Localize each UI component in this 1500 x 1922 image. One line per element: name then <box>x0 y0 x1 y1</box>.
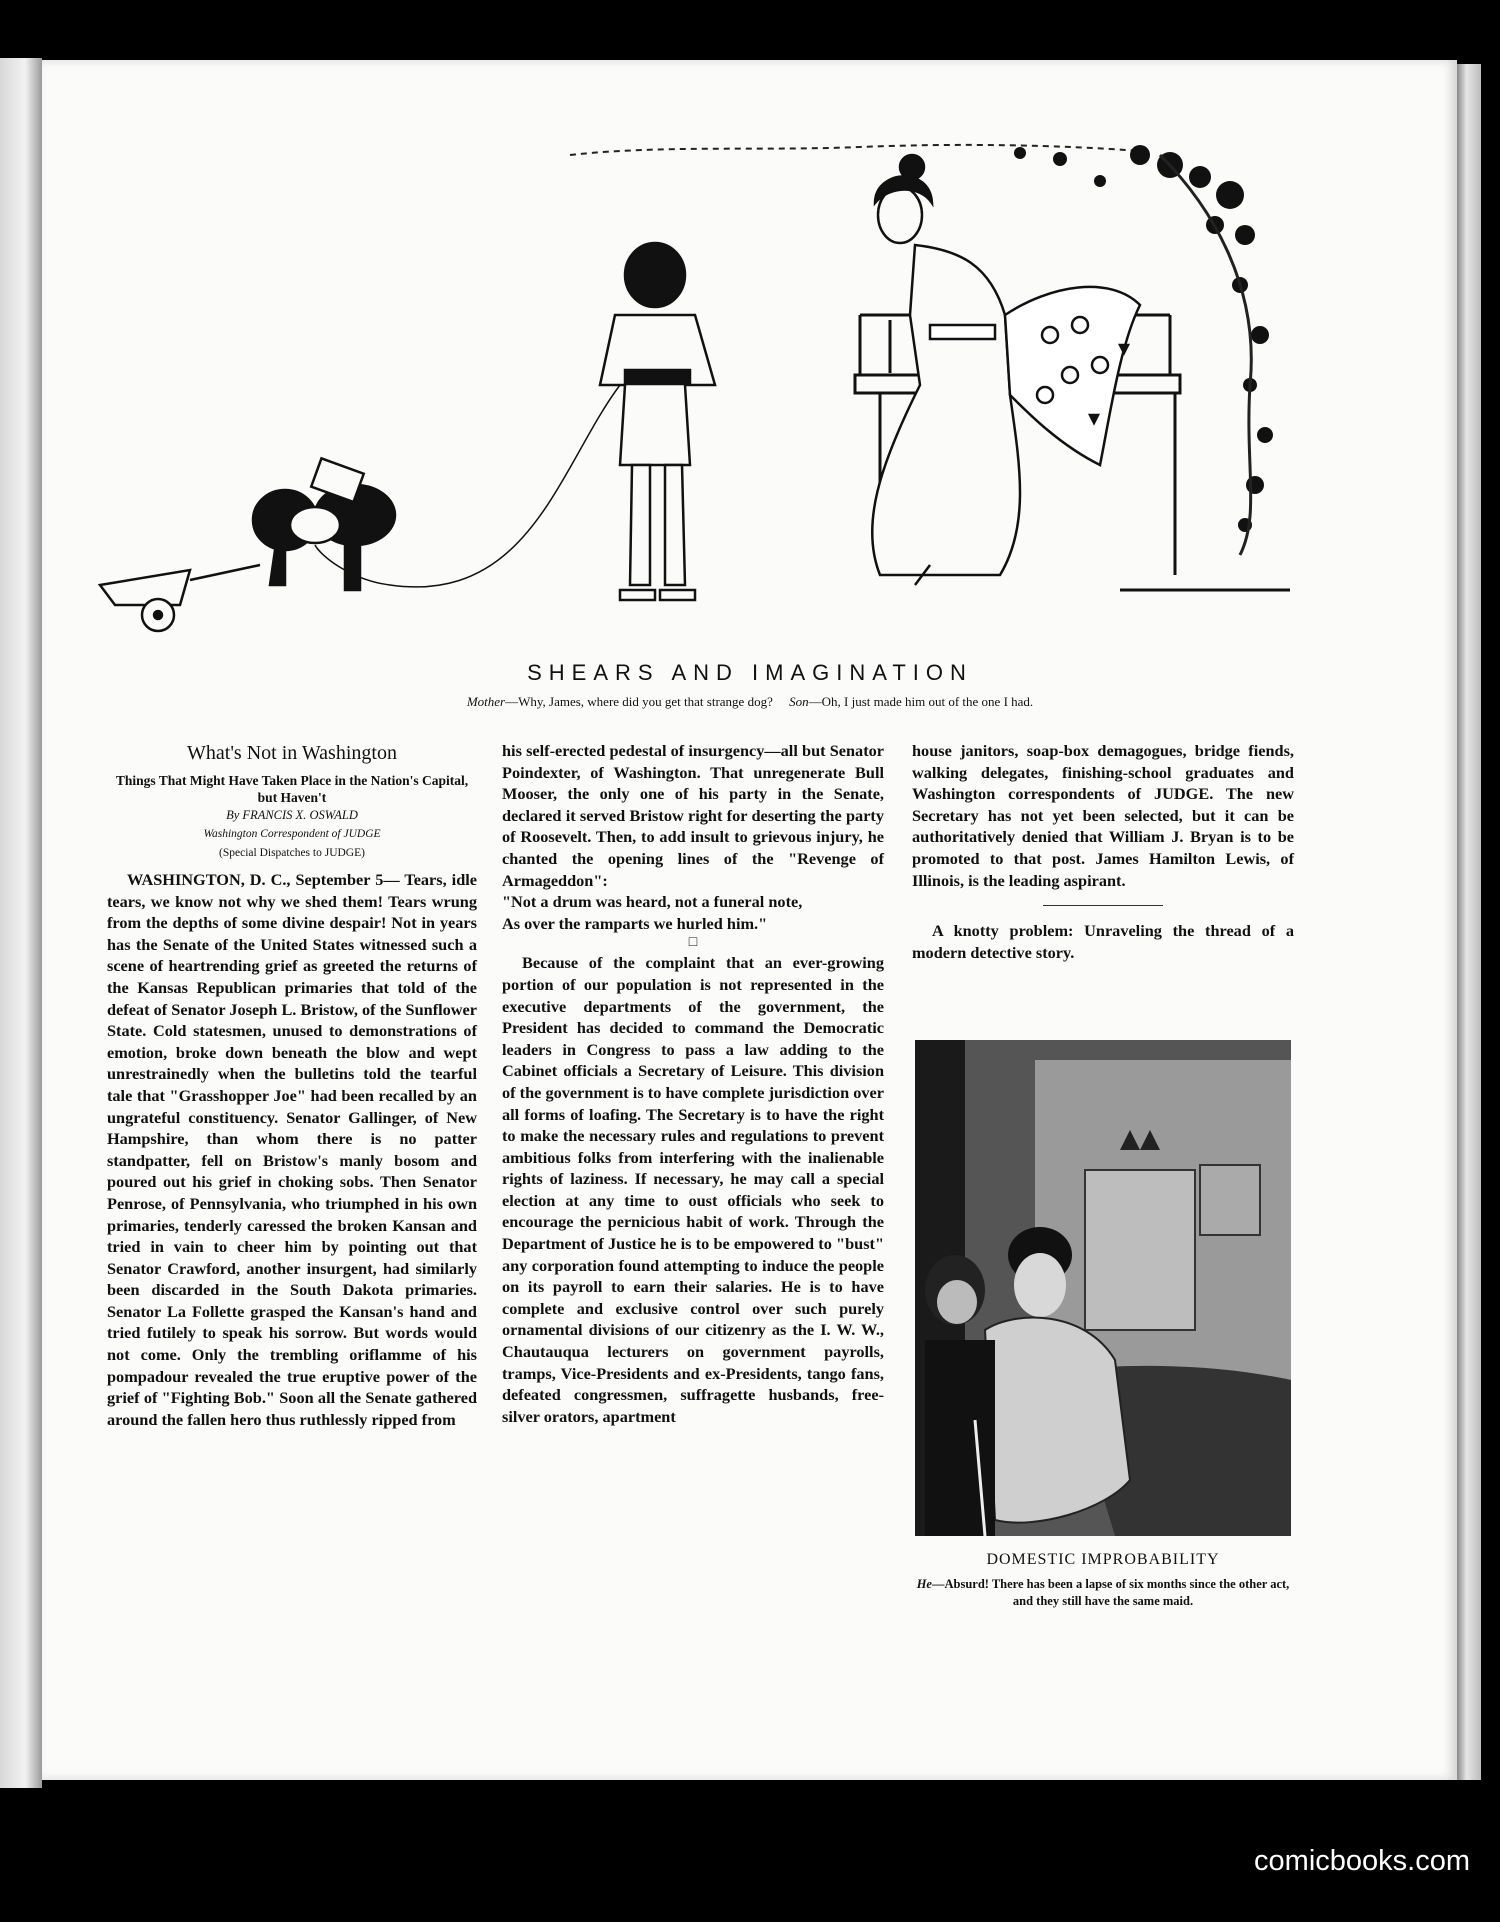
poem-line-1: "Not a drum was heard, not a funeral note, <box>502 892 803 912</box>
toy-cart <box>100 565 260 631</box>
article-paragraph: his self-erected pedestal of insurgency—all but Senator Poindexter, of Washington. That unregenerate Bull Mooser, the only one of his party in the Senate, declared it served Bristow right for deserting the party of Roosevelt. Then, to add insult to grievous injury, he chanted the opening lines of the "Revenge of Armageddon": <box>502 741 884 890</box>
divider-rule <box>1043 905 1163 906</box>
caption-line-son: —Oh, I just made him out of the one I had. <box>808 694 1034 709</box>
article-dateline: WASHINGTON, D. C., September 5— <box>127 870 400 889</box>
mother-figure <box>872 155 1140 585</box>
article-paragraph <box>107 869 477 1430</box>
cartoon-caption <box>0 694 1500 710</box>
photo-caption-text: —Absurd! There has been a lapse of six months since the other act, and they still have the same maid. <box>931 1577 1290 1608</box>
caption-line-mother: —Why, James, where did you get that strange dog? <box>505 694 773 709</box>
poodle-figure <box>253 458 395 590</box>
filler-joke: A knotty problem: Unraveling the thread of a modern detective story. <box>912 921 1294 962</box>
article-paragraph: house janitors, soap-box demagogues, bridge fiends, walking delegates, finishing-school graduates and Washington correspondents of JUDGE. The new Secretary has not yet been selected, but it can be authoritatively denied that William J. Bryan is to be promoted to that post. James Hamilton Lewis, of Illinois, is the leading aspirant. <box>912 741 1294 890</box>
article-paragraph: Because of the complaint that an ever-growing portion of our population is not represented in the executive departments of the government, the President has decided to command the Democratic leaders in Congress to pass a law adding to the Cabinet officials a Secretary of Leisure. This division of the government is to have complete jurisdiction over all forms of loafing. The Secretary is to have the right to make the necessary rules and regulations to prevent ambitious folks from interfering with the inalienable rights of laziness. If necessary, he may call a special election at any time to oust officials who seek to encourage the pernicious habit of work. Through the Department of Justice he is to be empowered to "bust" any corporation found attempting to induce the people on its payroll to earn their salaries. He is to have complete and exclusive control over such purely ornamental divisions of our citizenry as the I. W. W., Chautauqua lecturers on government payrolls, tramps, Vice-Presidents and ex-Presidents, tango fans, defeated congressmen, suffragette husbands, free-silver orators, apartment <box>502 953 884 1426</box>
column-1 <box>107 740 477 1430</box>
caption-speaker-mother: Mother <box>466 694 506 709</box>
article-correspondent: Washington Correspondent of JUDGE <box>203 828 381 840</box>
article-paragraph-text: Tears, idle tears, we know not why we shed them! Tears wrung from the depths of some divine despair! Not in years has the Senate of the United States witnessed such a scene of heartrending grief as greeted the returns of the Kansas Republican primaries that told of the defeat of Senator Joseph L. Bristow, of the Sunflower State. Cold statesmen, unused to demonstrations of emotion, broke down beneath the blow and wept unrestrainedly when the bulletins told the tearful tale that "Grasshopper Joe" had been recalled by an ungrateful constituency. Senator Gallinger, of New Hampshire, than whom there is no patter standpatter, fell on Bristow's manly bosom and poured out his grief in choking sobs. Then Senator Penrose, of Pennsylvania, who triumphed in his own primaries, tenderly caressed the broken Kansan and tried in vain to cheer him by pointing out that Senator Crawford, another insurgent, had similarly been discarded in the South Dakota primaries. Senator La Follette grasped the Kansan's hand and tried futilely to speak his sorrow. But words would not come. Only the trembling oriflamme of his pompadour revealed the true eruptive power of the grief of "Fighting Bob." Soon all the Senate gathered around the fallen hero thus ruthlessly ripped from <box>107 870 478 1429</box>
poem-line-2: As over the ramparts we hurled him." <box>502 913 768 933</box>
boy-figure <box>600 243 715 600</box>
article-dispatch: (Special Dispatches to JUDGE) <box>219 847 365 859</box>
section-separator: □ <box>688 935 698 951</box>
cartoon-illustration <box>60 85 1300 665</box>
column-2 <box>502 740 884 1427</box>
theater-illustration <box>915 1040 1291 1536</box>
photo-caption-title: DOMESTIC IMPROBABILITY <box>986 1551 1220 1568</box>
watermark: comicbooks.com <box>1254 1845 1470 1877</box>
page-stack-edge <box>1457 64 1481 1780</box>
article-subhead: Things That Might Have Taken Place in the Nation's Capital, but Haven't <box>115 773 469 805</box>
photo-caption-speaker: He <box>916 1577 932 1591</box>
photo-caption <box>912 1576 1294 1610</box>
article-headline: What's Not in Washington <box>187 742 397 764</box>
cartoon-title: SHEARS AND IMAGINATION <box>527 660 973 685</box>
article-byline: By FRANCIS X. OSWALD <box>226 808 358 822</box>
caption-speaker-son: Son <box>789 694 809 709</box>
column-3 <box>912 740 1294 963</box>
facing-page-edge <box>0 58 42 1788</box>
